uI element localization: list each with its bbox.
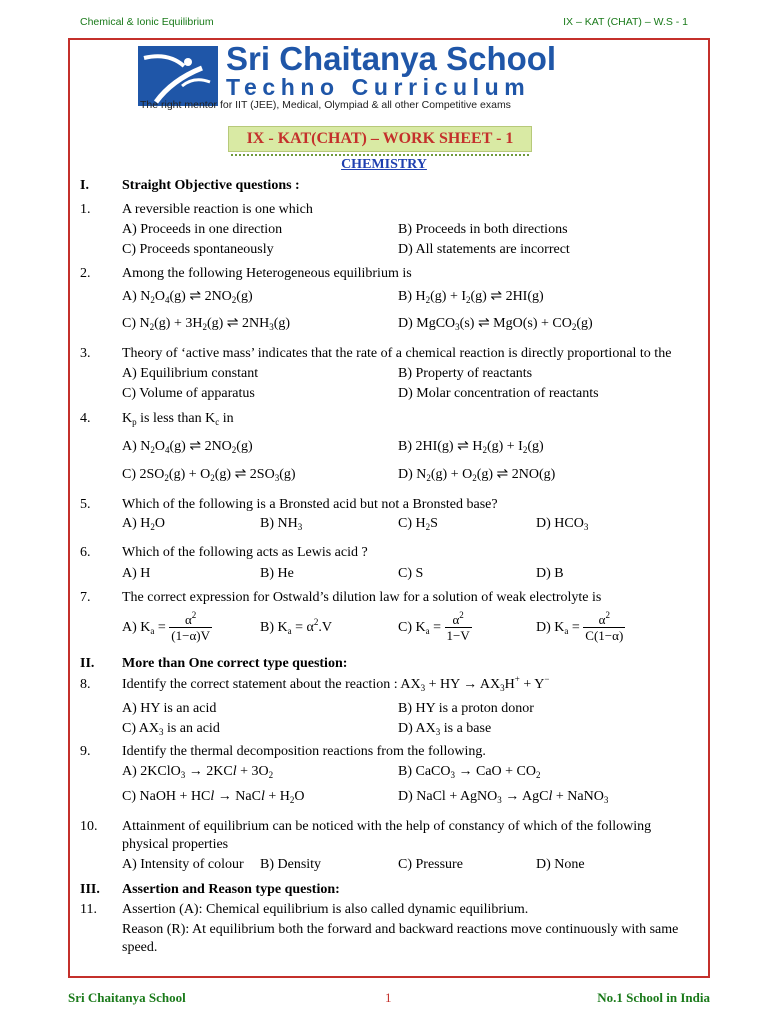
q5-option-d: D) $HCO_3$ [536, 516, 589, 532]
q3-number: 3. [80, 346, 91, 361]
worksheet-title: IX - KAT(CHAT) – WORK SHEET - 1 [228, 126, 532, 152]
q2-option-d: D) MgCO$_3$(s) ⇌ $MgO(s) + CO_2(g)$ [398, 316, 593, 332]
q10-option-a: A) Intensity of colour [122, 857, 244, 872]
section-3-title: Assertion and Reason type question: [122, 882, 340, 897]
q9-number: 9. [80, 744, 91, 759]
q1-option-c: C) Proceeds spontaneously [122, 242, 274, 257]
subject-heading: CHEMISTRY [341, 157, 427, 172]
logo-title [226, 40, 556, 78]
q2-number: 2. [80, 266, 91, 281]
q8-option-d-text: is a base [443, 721, 492, 736]
q5-option-c: C) $H_2S$ [398, 516, 438, 532]
q8-option-d: D) $AX_3$ is a base [398, 721, 492, 737]
school-logo [138, 40, 638, 116]
q7-number: 7. [80, 590, 91, 605]
header-worksheet-code: IX – KAT (CHAT) – W.S - 1 [563, 16, 688, 28]
q4-option-b: B) 2HI(g) ⇌ $H_2(g) + I_2(g)$ [398, 439, 544, 455]
q8-option-c: C) $AX_3$ is an acid [122, 721, 220, 737]
q3-option-a: A) Equilibrium constant [122, 366, 259, 381]
q4-text-mid: is less than [140, 411, 202, 426]
q5-option-a: A) $H_2O$ [122, 516, 166, 532]
q3-text: Theory of ‘active mass’ indicates that the rate of a chemical reaction is directly proportional to the [122, 346, 672, 361]
q6-option-a: A) H [122, 566, 151, 581]
q11-assertion: Assertion (A): Chemical equilibrium is also called dynamic equilibrium. [122, 902, 529, 917]
page-header [72, 16, 696, 32]
q7-option-a: A) $K_a$ = $\frac{\alpha^2}{(1-\alpha)V}$ [122, 610, 210, 644]
logo-emblem [138, 46, 218, 106]
q4-text: $K_p$ is less than $K_c$ in [122, 411, 234, 427]
page-footer [68, 990, 710, 1006]
q2-option-b: B) $H_2(g) + I_2(g)$ ⇌ 2HI(g) [398, 289, 544, 305]
section-1-title: Straight Objective questions : [122, 178, 300, 193]
q6-option-c: C) S [398, 566, 424, 581]
q1-option-a: A) Proceeds in one direction [122, 222, 283, 237]
q1-option-b: B) Proceeds in both directions [398, 222, 568, 237]
q9-text: Identify the thermal decomposition reactions from the following. [122, 744, 486, 759]
q1-number: 1. [80, 202, 91, 217]
q10-number: 10. [80, 819, 98, 834]
q6-text: Which of the following acts as Lewis acid ? [122, 545, 368, 560]
q3-option-b: B) Property of reactants [398, 366, 533, 381]
logo-subtitle: Techno Curriculum [226, 74, 531, 100]
q1-option-d: D) All statements are incorrect [398, 242, 570, 257]
q9-option-d: D) NaCl + AgNO$_3$ → AgCl + NaNO$_3$ [398, 789, 609, 805]
q4-text-end: in [222, 411, 234, 426]
q9-option-b: B) CaCO$_3$ → CaO + $CO_2$ [398, 764, 541, 780]
q8-option-c-text: is an acid [166, 721, 220, 736]
q6-option-b: B) He [260, 566, 294, 581]
q4-option-d: D) $N_2(g) + O_2(g)$ ⇌ 2NO(g) [398, 467, 556, 483]
header-chapter: Chemical & Ionic Equilibrium [80, 16, 214, 28]
footer-school-name: Sri Chaitanya School [68, 990, 186, 1005]
logo-tagline: The right mentor for IIT (JEE), Medical, Olympiad & all other Competitive exams [140, 99, 511, 111]
q4-number: 4. [80, 411, 91, 426]
q7-option-d: D) $K_a$ = $\frac{\alpha^2}{C(1-\alpha)}$ [536, 610, 624, 644]
q6-number: 6. [80, 545, 91, 560]
q7-option-b: B) $K_a = \alpha^2.V$ [260, 617, 332, 636]
q11-number: 11. [80, 902, 97, 917]
q4-option-c: C) $2SO_2(g) + O_2(g)$ ⇌ $2SO_3(g)$ [122, 467, 296, 483]
q2-text: Among the following Heterogeneous equilibrium is [122, 266, 412, 281]
q6-option-d: D) B [536, 566, 564, 581]
section-3-number: III. [80, 882, 100, 897]
section-2-title: More than One correct type question: [122, 656, 348, 671]
q5-option-b: B) $NH_3$ [260, 516, 303, 532]
q1-text: A reversible reaction is one which [122, 202, 313, 217]
q10-text-cont: physical properties [122, 837, 229, 852]
q9-option-c: C) NaOH + HCl → NaCl + $H_2O$ [122, 789, 305, 805]
q5-text: Which of the following is a Bronsted acid but not a Bronsted base? [122, 497, 498, 512]
q8-number: 8. [80, 677, 91, 692]
footer-slogan: No.1 School in India [597, 990, 710, 1005]
q3-option-d: D) Molar concentration of reactants [398, 386, 599, 401]
logo-title-school: School [446, 40, 557, 77]
section-1-number: I. [80, 178, 89, 193]
q2-option-a: A) $N_2O_4(g)$ ⇌ $2NO_2(g)$ [122, 289, 253, 305]
q10-option-d: D) None [536, 857, 585, 872]
q2-option-c: C) $N_2(g) + 3H_2(g)$ ⇌ $2NH_3(g)$ [122, 316, 291, 332]
section-2-number: II. [80, 656, 95, 671]
q10-option-c: C) Pressure [398, 857, 463, 872]
q8-option-b: B) HY is a proton donor [398, 701, 534, 716]
q7-option-c: C) $K_a$ = $\frac{\alpha^2}{1-V}$ [398, 610, 470, 644]
q9-option-a: A) 2KClO$_3$ → $2KCl + 3O_2$ [122, 764, 274, 780]
logo-title-main: Sri Chaitanya [226, 40, 437, 77]
footer-page-number: 1 [385, 990, 392, 1005]
q7-text: The correct expression for Ostwald’s dilution law for a solution of weak electrolyte is [122, 590, 602, 605]
q10-option-b: B) Density [260, 857, 322, 872]
q5-number: 5. [80, 497, 91, 512]
q11-reason: Reason (R): At equilibrium both the forward and backward reactions move continuously with same [122, 922, 679, 937]
q11-reason-cont: speed. [122, 940, 158, 955]
q8-text-main: Identify the correct statement about the reaction : [122, 677, 398, 692]
q4-option-a: A) $N_2O_4(g)$ ⇌ $2NO_2(g)$ [122, 439, 253, 455]
q8-option-a: A) HY is an acid [122, 701, 217, 716]
q10-text: Attainment of equilibrium can be noticed with the help of constancy of which of the following [122, 819, 652, 834]
q8-text: Identify the correct statement about the reaction : $AX_3$ + HY → $AX_3H^+ + Y^-$ [122, 674, 550, 693]
q3-option-c: C) Volume of apparatus [122, 386, 255, 401]
